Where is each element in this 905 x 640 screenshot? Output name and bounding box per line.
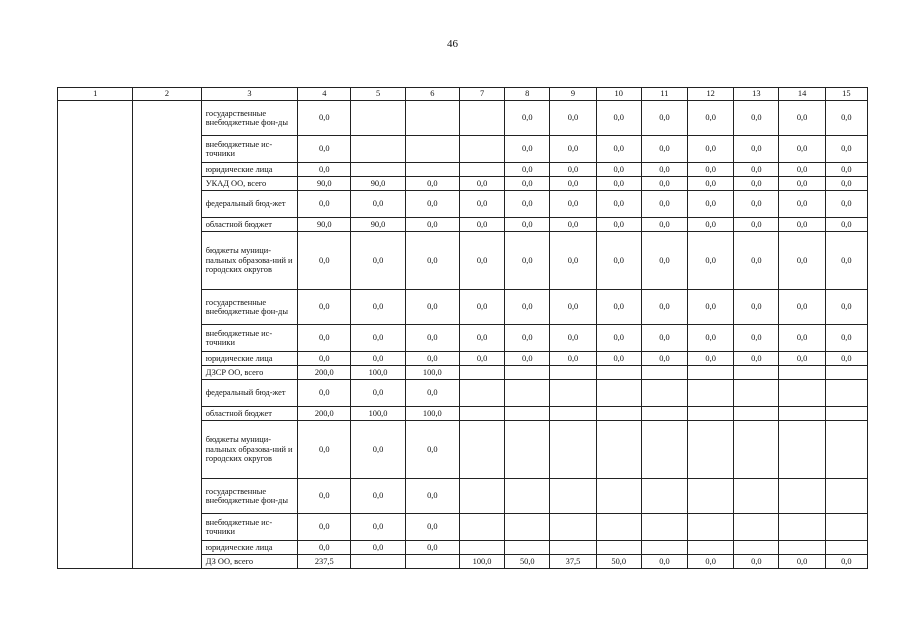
value-cell-col-12: 0,0 (688, 163, 734, 177)
value-cell-col-4: 90,0 (298, 177, 351, 191)
value-cell-col-14: 0,0 (779, 101, 825, 136)
value-cell-col-6: 0,0 (405, 479, 459, 514)
value-cell-col-14 (779, 380, 825, 407)
table-body (58, 101, 868, 569)
value-cell-col-8: 0,0 (505, 163, 550, 177)
value-cell-col-11 (641, 479, 687, 514)
value-cell-col-6: 0,0 (405, 177, 459, 191)
value-cell-col-14 (779, 366, 825, 380)
column-header-4: 4 (298, 88, 351, 101)
value-cell-col-6 (405, 555, 459, 569)
value-cell-col-15 (825, 421, 867, 479)
value-cell-col-4: 0,0 (298, 479, 351, 514)
value-cell-col-8: 0,0 (505, 191, 550, 218)
value-cell-col-4: 0,0 (298, 232, 351, 290)
value-cell-col-15: 0,0 (825, 177, 867, 191)
value-cell-col-13: 0,0 (734, 163, 779, 177)
value-cell-col-6: 0,0 (405, 352, 459, 366)
value-cell-col-5: 0,0 (351, 421, 405, 479)
value-cell-col-9: 37,5 (550, 555, 596, 569)
column-header-2: 2 (133, 88, 201, 101)
row-label: федеральный бюд-жет (201, 191, 297, 218)
row-label: ДЗ ОО, всего (201, 555, 297, 569)
value-cell-col-11: 0,0 (641, 290, 687, 325)
value-cell-col-9 (550, 479, 596, 514)
value-cell-col-7 (459, 366, 504, 380)
value-cell-col-10: 0,0 (596, 163, 641, 177)
value-cell-col-12: 0,0 (688, 555, 734, 569)
table-header (58, 88, 868, 101)
value-cell-col-13: 0,0 (734, 325, 779, 352)
value-cell-col-6 (405, 163, 459, 177)
value-cell-col-13 (734, 479, 779, 514)
value-cell-col-7 (459, 479, 504, 514)
value-cell-col-13 (734, 366, 779, 380)
value-cell-col-6: 0,0 (405, 421, 459, 479)
value-cell-col-14: 0,0 (779, 555, 825, 569)
value-cell-col-13: 0,0 (734, 555, 779, 569)
value-cell-col-7 (459, 380, 504, 407)
value-cell-col-15: 0,0 (825, 352, 867, 366)
value-cell-col-6: 0,0 (405, 232, 459, 290)
value-cell-col-5: 100,0 (351, 366, 405, 380)
value-cell-col-4: 0,0 (298, 163, 351, 177)
value-cell-col-12: 0,0 (688, 352, 734, 366)
value-cell-col-5 (351, 136, 405, 163)
value-cell-col-10: 0,0 (596, 352, 641, 366)
value-cell-col-10: 0,0 (596, 191, 641, 218)
value-cell-col-8: 0,0 (505, 136, 550, 163)
value-cell-col-7 (459, 421, 504, 479)
column-header-15: 15 (825, 88, 867, 101)
value-cell-col-13 (734, 541, 779, 555)
value-cell-col-15 (825, 366, 867, 380)
value-cell-col-12: 0,0 (688, 290, 734, 325)
value-cell-col-6 (405, 101, 459, 136)
row-label: федеральный бюд-жет (201, 380, 297, 407)
value-cell-col-9: 0,0 (550, 218, 596, 232)
value-cell-col-11 (641, 366, 687, 380)
column-header-6: 6 (405, 88, 459, 101)
value-cell-col-4: 0,0 (298, 136, 351, 163)
value-cell-col-14 (779, 514, 825, 541)
value-cell-col-6: 0,0 (405, 514, 459, 541)
value-cell-col-8: 0,0 (505, 325, 550, 352)
value-cell-col-11: 0,0 (641, 218, 687, 232)
value-cell-col-11 (641, 541, 687, 555)
value-cell-col-8 (505, 366, 550, 380)
budget-table (57, 87, 868, 569)
value-cell-col-15: 0,0 (825, 290, 867, 325)
value-cell-col-10 (596, 380, 641, 407)
row-label: областной бюджет (201, 218, 297, 232)
value-cell-col-8 (505, 421, 550, 479)
value-cell-col-14: 0,0 (779, 290, 825, 325)
value-cell-col-8: 0,0 (505, 218, 550, 232)
value-cell-col-6: 0,0 (405, 380, 459, 407)
value-cell-col-14: 0,0 (779, 218, 825, 232)
value-cell-col-5: 0,0 (351, 290, 405, 325)
value-cell-col-6 (405, 136, 459, 163)
value-cell-col-9: 0,0 (550, 325, 596, 352)
value-cell-col-7: 0,0 (459, 191, 504, 218)
value-cell-col-15 (825, 541, 867, 555)
value-cell-col-13 (734, 421, 779, 479)
row-label: юридические лица (201, 352, 297, 366)
value-cell-col-9 (550, 514, 596, 541)
value-cell-col-6: 100,0 (405, 407, 459, 421)
value-cell-col-15 (825, 380, 867, 407)
value-cell-col-5: 0,0 (351, 232, 405, 290)
value-cell-col-4: 0,0 (298, 380, 351, 407)
value-cell-col-6: 0,0 (405, 325, 459, 352)
value-cell-col-7 (459, 541, 504, 555)
value-cell-col-12: 0,0 (688, 232, 734, 290)
value-cell-col-5: 0,0 (351, 541, 405, 555)
value-cell-col-8 (505, 380, 550, 407)
value-cell-col-15: 0,0 (825, 555, 867, 569)
row-label: государственные внебюджетные фон-ды (201, 290, 297, 325)
value-cell-col-15: 0,0 (825, 325, 867, 352)
value-cell-col-7: 0,0 (459, 232, 504, 290)
value-cell-col-4: 0,0 (298, 191, 351, 218)
value-cell-col-9: 0,0 (550, 163, 596, 177)
value-cell-col-11: 0,0 (641, 163, 687, 177)
value-cell-col-15: 0,0 (825, 163, 867, 177)
value-cell-col-4: 200,0 (298, 366, 351, 380)
value-cell-col-4: 237,5 (298, 555, 351, 569)
column-header-7: 7 (459, 88, 504, 101)
value-cell-col-12 (688, 479, 734, 514)
column-header-9: 9 (550, 88, 596, 101)
value-cell-col-10 (596, 407, 641, 421)
value-cell-col-6: 0,0 (405, 191, 459, 218)
column-header-13: 13 (734, 88, 779, 101)
value-cell-col-7: 100,0 (459, 555, 504, 569)
value-cell-col-5 (351, 555, 405, 569)
value-cell-col-15: 0,0 (825, 191, 867, 218)
value-cell-col-10 (596, 421, 641, 479)
value-cell-col-5 (351, 163, 405, 177)
value-cell-col-13: 0,0 (734, 101, 779, 136)
value-cell-col-10: 0,0 (596, 290, 641, 325)
value-cell-col-11: 0,0 (641, 352, 687, 366)
value-cell-col-12 (688, 366, 734, 380)
value-cell-col-4: 0,0 (298, 101, 351, 136)
value-cell-col-5: 0,0 (351, 514, 405, 541)
value-cell-col-11: 0,0 (641, 191, 687, 218)
value-cell-col-9 (550, 541, 596, 555)
value-cell-col-12: 0,0 (688, 191, 734, 218)
value-cell-col-9: 0,0 (550, 290, 596, 325)
value-cell-col-12: 0,0 (688, 218, 734, 232)
table-row (58, 101, 868, 136)
column-1-cell (58, 101, 133, 569)
value-cell-col-5: 0,0 (351, 380, 405, 407)
value-cell-col-9 (550, 380, 596, 407)
column-header-14: 14 (779, 88, 825, 101)
value-cell-col-14: 0,0 (779, 232, 825, 290)
value-cell-col-11 (641, 421, 687, 479)
value-cell-col-14 (779, 407, 825, 421)
row-label: бюджеты муници-пальных образова-ний и городских округов (201, 232, 297, 290)
column-header-5: 5 (351, 88, 405, 101)
value-cell-col-10: 0,0 (596, 325, 641, 352)
value-cell-col-8: 0,0 (505, 232, 550, 290)
column-header-12: 12 (688, 88, 734, 101)
column-header-11: 11 (641, 88, 687, 101)
value-cell-col-8 (505, 479, 550, 514)
value-cell-col-4: 90,0 (298, 218, 351, 232)
row-label: внебюджетные ис-точники (201, 514, 297, 541)
value-cell-col-11: 0,0 (641, 555, 687, 569)
value-cell-col-15: 0,0 (825, 218, 867, 232)
value-cell-col-11: 0,0 (641, 136, 687, 163)
value-cell-col-8: 0,0 (505, 101, 550, 136)
row-label: государственные внебюджетные фон-ды (201, 101, 297, 136)
value-cell-col-11 (641, 514, 687, 541)
value-cell-col-7 (459, 514, 504, 541)
value-cell-col-6: 0,0 (405, 290, 459, 325)
value-cell-col-15: 0,0 (825, 101, 867, 136)
value-cell-col-13: 0,0 (734, 177, 779, 191)
value-cell-col-12 (688, 421, 734, 479)
value-cell-col-13: 0,0 (734, 136, 779, 163)
value-cell-col-12 (688, 380, 734, 407)
value-cell-col-7: 0,0 (459, 325, 504, 352)
row-label: государственные внебюджетные фон-ды (201, 479, 297, 514)
value-cell-col-6: 100,0 (405, 366, 459, 380)
value-cell-col-7: 0,0 (459, 218, 504, 232)
value-cell-col-9: 0,0 (550, 191, 596, 218)
value-cell-col-14 (779, 479, 825, 514)
value-cell-col-12 (688, 407, 734, 421)
value-cell-col-7 (459, 101, 504, 136)
value-cell-col-8: 0,0 (505, 177, 550, 191)
value-cell-col-4: 200,0 (298, 407, 351, 421)
value-cell-col-4: 0,0 (298, 541, 351, 555)
value-cell-col-12: 0,0 (688, 136, 734, 163)
value-cell-col-5 (351, 101, 405, 136)
value-cell-col-8 (505, 541, 550, 555)
value-cell-col-7: 0,0 (459, 352, 504, 366)
page-number: 46 (447, 38, 458, 50)
value-cell-col-4: 0,0 (298, 325, 351, 352)
row-label: юридические лица (201, 163, 297, 177)
value-cell-col-7: 0,0 (459, 290, 504, 325)
value-cell-col-4: 0,0 (298, 421, 351, 479)
value-cell-col-15 (825, 514, 867, 541)
value-cell-col-11: 0,0 (641, 325, 687, 352)
column-header-1: 1 (58, 88, 133, 101)
value-cell-col-8: 0,0 (505, 352, 550, 366)
row-label: областной бюджет (201, 407, 297, 421)
value-cell-col-9: 0,0 (550, 101, 596, 136)
value-cell-col-10: 0,0 (596, 218, 641, 232)
value-cell-col-14: 0,0 (779, 325, 825, 352)
value-cell-col-14: 0,0 (779, 191, 825, 218)
value-cell-col-4: 0,0 (298, 290, 351, 325)
value-cell-col-12 (688, 541, 734, 555)
row-label: УКАД ОО, всего (201, 177, 297, 191)
value-cell-col-5: 0,0 (351, 479, 405, 514)
value-cell-col-14: 0,0 (779, 136, 825, 163)
value-cell-col-10: 0,0 (596, 177, 641, 191)
value-cell-col-11: 0,0 (641, 101, 687, 136)
header-row (58, 88, 868, 101)
value-cell-col-9: 0,0 (550, 177, 596, 191)
value-cell-col-4: 0,0 (298, 352, 351, 366)
value-cell-col-10 (596, 479, 641, 514)
value-cell-col-10: 0,0 (596, 232, 641, 290)
value-cell-col-14: 0,0 (779, 352, 825, 366)
value-cell-col-6: 0,0 (405, 541, 459, 555)
value-cell-col-11 (641, 380, 687, 407)
value-cell-col-12: 0,0 (688, 325, 734, 352)
value-cell-col-5: 0,0 (351, 325, 405, 352)
value-cell-col-13 (734, 407, 779, 421)
column-header-8: 8 (505, 88, 550, 101)
value-cell-col-5: 0,0 (351, 191, 405, 218)
value-cell-col-10: 0,0 (596, 101, 641, 136)
value-cell-col-13 (734, 380, 779, 407)
value-cell-col-8 (505, 514, 550, 541)
value-cell-col-10 (596, 541, 641, 555)
column-header-3: 3 (201, 88, 297, 101)
value-cell-col-15 (825, 479, 867, 514)
value-cell-col-12: 0,0 (688, 101, 734, 136)
value-cell-col-10: 50,0 (596, 555, 641, 569)
row-label: внебюджетные ис-точники (201, 136, 297, 163)
value-cell-col-4: 0,0 (298, 514, 351, 541)
column-2-cell (133, 101, 201, 569)
value-cell-col-11: 0,0 (641, 232, 687, 290)
column-header-10: 10 (596, 88, 641, 101)
value-cell-col-11 (641, 407, 687, 421)
value-cell-col-14 (779, 541, 825, 555)
value-cell-col-7 (459, 136, 504, 163)
value-cell-col-13 (734, 514, 779, 541)
value-cell-col-12 (688, 514, 734, 541)
value-cell-col-8: 0,0 (505, 290, 550, 325)
row-label: ДЗСР ОО, всего (201, 366, 297, 380)
value-cell-col-15: 0,0 (825, 136, 867, 163)
value-cell-col-11: 0,0 (641, 177, 687, 191)
value-cell-col-14: 0,0 (779, 177, 825, 191)
value-cell-col-13: 0,0 (734, 191, 779, 218)
value-cell-col-7 (459, 407, 504, 421)
value-cell-col-7: 0,0 (459, 177, 504, 191)
value-cell-col-15: 0,0 (825, 232, 867, 290)
value-cell-col-6: 0,0 (405, 218, 459, 232)
value-cell-col-9: 0,0 (550, 232, 596, 290)
value-cell-col-10 (596, 366, 641, 380)
value-cell-col-15 (825, 407, 867, 421)
value-cell-col-5: 0,0 (351, 352, 405, 366)
value-cell-col-13: 0,0 (734, 218, 779, 232)
value-cell-col-8: 50,0 (505, 555, 550, 569)
row-label: внебюджетные ис-точники (201, 325, 297, 352)
value-cell-col-13: 0,0 (734, 352, 779, 366)
value-cell-col-5: 100,0 (351, 407, 405, 421)
value-cell-col-14: 0,0 (779, 163, 825, 177)
value-cell-col-5: 90,0 (351, 177, 405, 191)
value-cell-col-14 (779, 421, 825, 479)
value-cell-col-9: 0,0 (550, 136, 596, 163)
value-cell-col-9 (550, 421, 596, 479)
value-cell-col-9 (550, 366, 596, 380)
row-label: юридические лица (201, 541, 297, 555)
value-cell-col-12: 0,0 (688, 177, 734, 191)
value-cell-col-5: 90,0 (351, 218, 405, 232)
value-cell-col-10: 0,0 (596, 136, 641, 163)
value-cell-col-8 (505, 407, 550, 421)
value-cell-col-10 (596, 514, 641, 541)
row-label: бюджеты муници-пальных образова-ний и городских округов (201, 421, 297, 479)
value-cell-col-7 (459, 163, 504, 177)
value-cell-col-9: 0,0 (550, 352, 596, 366)
value-cell-col-9 (550, 407, 596, 421)
value-cell-col-13: 0,0 (734, 232, 779, 290)
value-cell-col-13: 0,0 (734, 290, 779, 325)
